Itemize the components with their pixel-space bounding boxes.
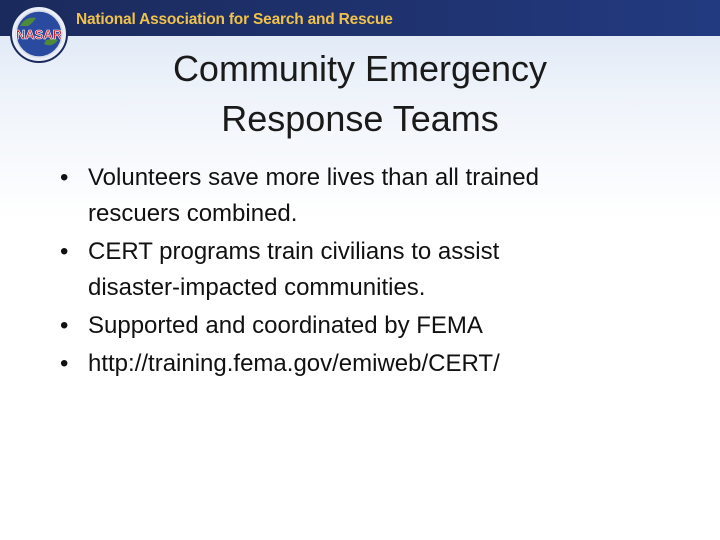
bullet-marker: •: [60, 350, 69, 377]
logo-text: NASAR: [15, 27, 63, 42]
bullet-text-line: Volunteers save more lives than all trained: [88, 164, 539, 191]
slide-title-line-2: Response Teams: [221, 98, 499, 139]
bullet-item: [60, 308, 680, 344]
bullet-marker: •: [60, 312, 69, 339]
organization-name: National Association for Search and Rescue: [76, 11, 393, 28]
bullet-list: [60, 160, 680, 384]
bullet-marker: •: [60, 164, 69, 191]
cert-url-link[interactable]: http://training.fema.gov/emiweb/CERT/: [88, 350, 500, 377]
bullet-text-line: Supported and coordinated by FEMA: [88, 312, 483, 339]
bullet-text-line: rescuers combined.: [88, 200, 298, 227]
bullet-item: [60, 160, 680, 232]
bullet-item[interactable]: [60, 346, 680, 382]
bullet-text-line: CERT programs train civilians to assist: [88, 238, 500, 265]
bullet-marker: •: [60, 238, 69, 265]
slide-title: [60, 44, 660, 144]
bullet-text-line: disaster-impacted communities.: [88, 274, 426, 301]
slide-title-line-1: Community Emergency: [172, 48, 548, 89]
bullet-item: [60, 234, 680, 306]
